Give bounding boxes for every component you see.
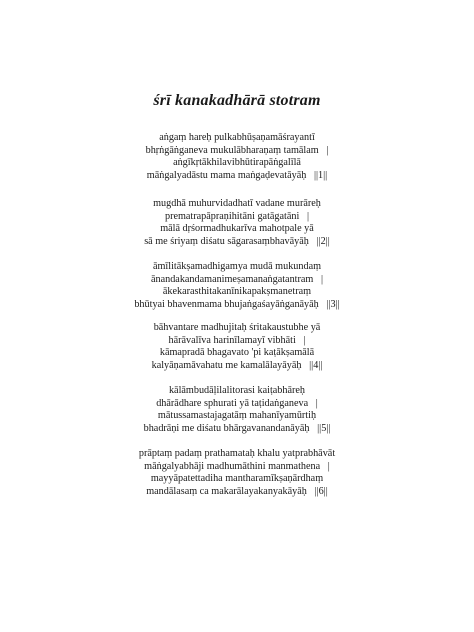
- verse-3: [0, 261, 474, 311]
- verse-line: kāmapradā bhagavato 'pi kaṭākṣamālā: [159, 347, 315, 359]
- verse-line: ākekarasthitakanīnikapakṣmanetraṃ: [162, 286, 312, 298]
- verse-line: mālā dṛśormadhukarīva mahotpale yā: [160, 223, 314, 235]
- verse-2: [0, 198, 474, 248]
- page-title: śrī kanakadhārā stotram: [153, 92, 321, 109]
- verse-line: āmīlitākṣamadhigamya mudā mukundaṃ: [152, 261, 322, 272]
- verse-line: māṅgalyabhāji madhumāthini manmathena |: [144, 460, 330, 472]
- verse-line: bhūtyai bhavenmama bhujaṅgaśayāṅganāyāḥ ||3||: [134, 298, 340, 310]
- verse-5: [0, 385, 474, 435]
- verse-line: mugdhā muhurvidadhatī vadane murāreḥ: [153, 198, 321, 209]
- verse-4: [0, 322, 474, 372]
- verse-line: dhārādhare sphurati yā taṭidaṅganeva |: [156, 397, 318, 409]
- verse-line: hārāvalīva harinīlamayī vibhāti |: [168, 334, 306, 346]
- verse-line: aṅgaṃ hareḥ pulkabhūṣaṇamāśrayantī: [159, 132, 315, 143]
- verse-6: [0, 448, 474, 498]
- verse-line: mayyāpatettadiha mantharamīkṣaṇārdhaṃ: [150, 473, 324, 485]
- verse-line: ānandakandamanimeṣamanaṅgatantram |: [150, 273, 324, 285]
- verse-line: kalyāṇamāvahatu me kamalālayāyāḥ ||4||: [151, 359, 323, 371]
- verse-line: sā me śriyaṃ diśatu sāgarasaṃbhavāyāḥ ||2||: [144, 235, 330, 247]
- verse-line: māṅgalyadāstu mama maṅgaḍevatāyāḥ ||1||: [146, 169, 328, 181]
- verse-line: bhṛṅgāṅganeva mukulābharaṇaṃ tamālam |: [145, 144, 329, 156]
- verse-line: prāptaṃ padaṃ prathamataḥ khalu yatprabhāvāt: [138, 448, 336, 459]
- verse-1: [0, 132, 474, 182]
- verse-line: mātussamastajagatāṃ mahanīyamūrtiḥ: [157, 410, 317, 422]
- verse-line: prematrapāpraṇihitāni gatāgatāni |: [164, 210, 310, 222]
- verse-line: bāhvantare madhujitaḥ śritakaustubhe yā: [153, 322, 321, 333]
- verse-line: kālāmbudāḷilalitorasi kaiṭabhāreḥ: [168, 385, 306, 396]
- verse-line: mandālasaṃ ca makarālayakanyakāyāḥ ||6||: [146, 485, 328, 497]
- verse-line: bhadrāṇi me diśatu bhārgavanandanāyāḥ ||5||: [143, 422, 331, 434]
- verse-line: aṅgīkṛtākhilavibhūtirapāṅgalīlā: [173, 157, 301, 169]
